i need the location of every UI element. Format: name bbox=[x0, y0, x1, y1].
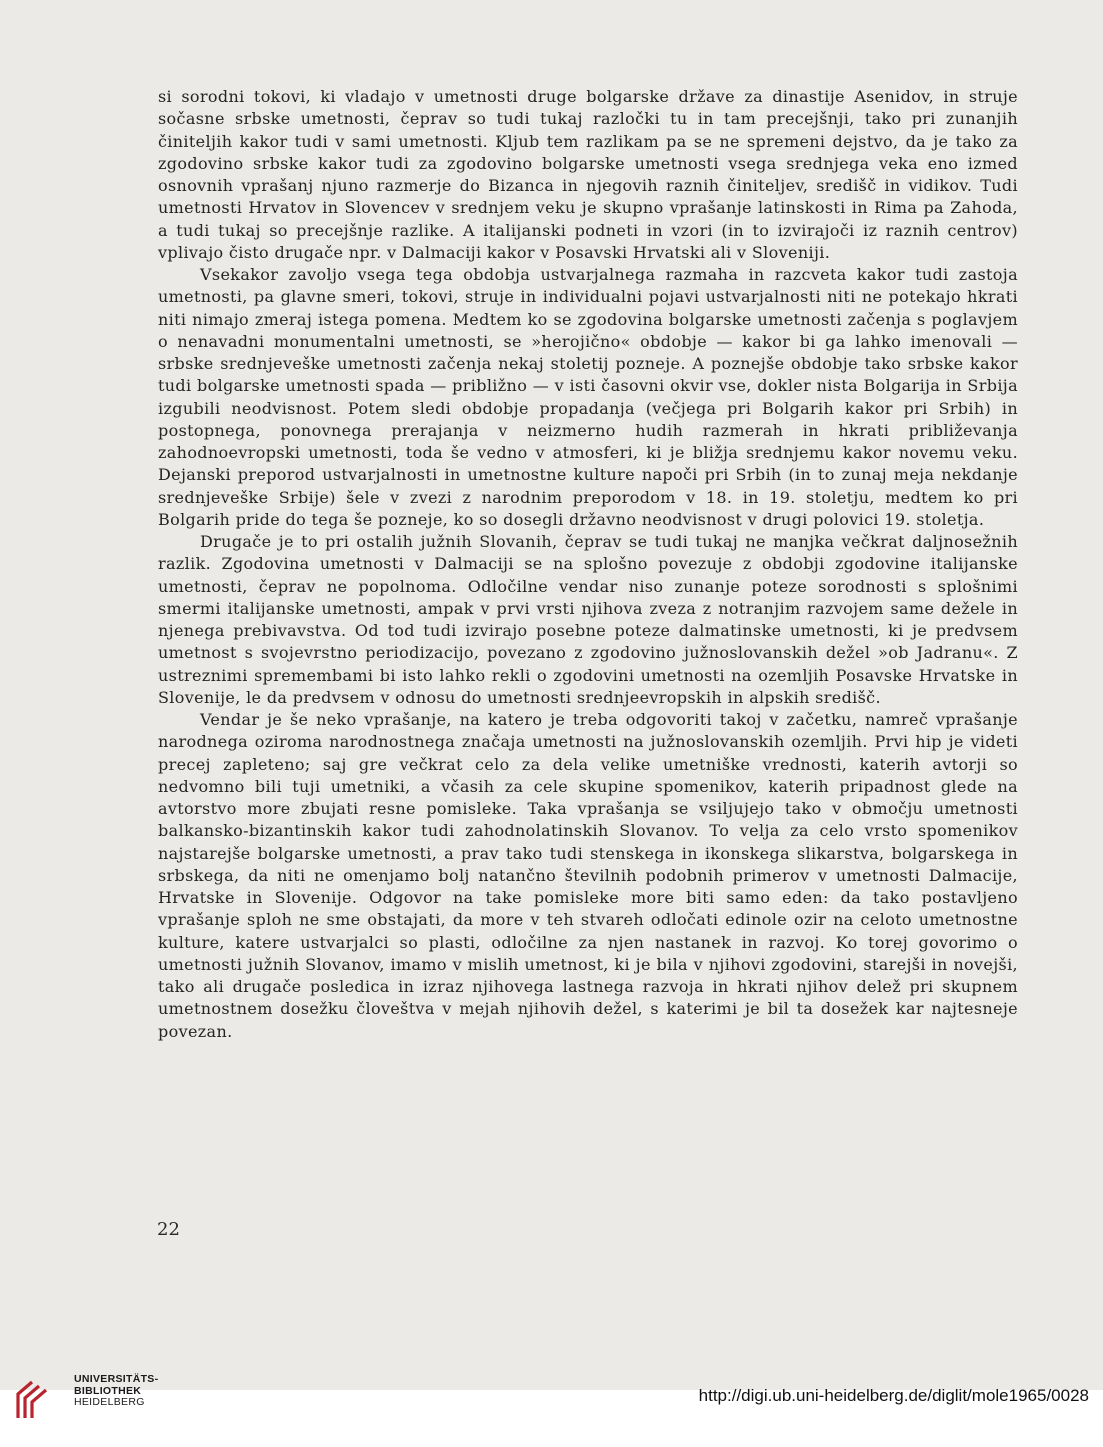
source-url-link[interactable]: http://digi.ub.uni-heidelberg.de/diglit/mole1965/0028 bbox=[698, 1386, 1089, 1405]
paragraph-2: Vsekakor zavoljo vsega tega obdobja ustvarjalnega razmaha in razcveta kakor tudi zastoja umetnosti, pa glavne smeri, tokovi, struje in individualni pojavi ustvarjalnosti niti ne potekajo hkrati niti nimajo zmeraj istega pomena. Medtem ko se zgodovina bolgarske umetnosti začenja s poglavjem o nenavadni monumentalni umetnosti, se »herojično« obdobje — kakor bi ga lahko imenovali — srbske srednjeveške umetnosti začenja nekaj stoletij pozneje. A poznejše obdobje tako srbske kakor tudi bolgarske umetnosti spada — približno — v isti časovni okvir vse, dokler nista Bolgarija in Srbija izgubili neodvisnost. Potem sledi obdobje propadanja (večjega pri Bolgarih kakor pri Srbih) in postopnega, ponovnega prerajanja v neizmerno hudih razmerah in hkrati približevanja zahodnoevropski umetnosti, toda še vedno v atmosferi, ki je bližja srednjemu kakor novemu veku. Dejanski preporod ustvarjalnosti in umetnostne kulture napoči pri Srbih (in to zunaj meja nekdanje srednjeveške Srbije) šele v zvezi z narodnim preporodom v 18. in 19. stoletju, medtem ko pri Bolgarih pride do tega še pozneje, ko so dosegli državno neodvisnost v drugi polovici 19. stoletja. bbox=[158, 265, 1018, 529]
body-text bbox=[158, 86, 1018, 1043]
paragraph-1: si sorodni tokovi, ki vladajo v umetnosti druge bolgarske države za dinastije Asenidov, in struje sočasne srbske umetnosti, čeprav so tudi tukaj razločki tu in tam precejšnji, tako pri zunanjih činiteljih kakor tudi v sami umetnosti. Kljub tem razlikam pa se ne spremeni dejstvo, da je tako za zgodovino srbske kakor tudi za zgodovino bolgarske umetnosti vsega srednjega veka eno izmed osnovnih vprašanj njuno razmerje do Bizanca in njegovih raznih činiteljev, središč in vidikov. Tudi umetnosti Hrvatov in Slovencev v srednjem veku je skupno vprašanje latinskosti in Rima pa Zahoda, a tudi tukaj so precejšnje razlike. A italijanski podneti in vzori (in to izvirajoči iz raznih centrov) vplivajo čisto drugače npr. v Dalmaciji kakor v Posavski Hrvatski ali v Sloveniji. bbox=[158, 87, 1018, 262]
paragraph-4: Vendar je še neko vprašanje, na katero je treba odgovoriti takoj v začetku, namreč vprašanje narodnega oziroma narodnostnega značaja umetnosti na južnoslovanskih ozemljih. Prvi hip je videti precej zapleteno; saj gre večkrat celo za dela velike umetniške vrednosti, katerih avtorji so nedvomno bili tuji umetniki, a včasih za cele skupine spomenikov, katerih pripadnost glede na avtorstvo more zbujati resne pomisleke. Taka vprašanja se vsiljujejo tako v območju umetnosti balkansko-bizantinskih kakor tudi zahodnolatinskih Slovanov. To velja za celo vrsto spomenikov najstarejše bolgarske umetnosti, a prav tako tudi stenskega in ikonskega slikarstva, bolgarskega in srbskega, da niti ne omenjamo bolj natančno številnih podobnih primerov v umetnosti Dalmacije, Hrvatske in Slovenije. Odgovor na take pomisleke more biti samo eden: da tako postavljeno vprašanje sploh ne sme obstajati, da more v teh stvareh odločati edinole ozir na celoto umetnostne kulture, katere ustvarjalci so plasti, odločilne za njen nastanek in razvoj. Ko torej govorimo o umetnosti južnih Slovanov, imamo v mislih umetnost, ki je bila v njihovi zgodovini, starejši in novejši, tako ali drugače posledica in izraz njihovega lastnega razvoja in hkrati njihov delež pri skupnem umetnostnem dosežku človeštva v mejah njihovih dežel, s katerimi je bil ta dosežek kar najtesneje povezan. bbox=[158, 710, 1018, 1041]
library-name bbox=[74, 1374, 158, 1409]
page-number: 22 bbox=[157, 1219, 180, 1240]
logo-line-1: UNIVERSITÄTS- bbox=[74, 1373, 159, 1385]
paragraph-3: Drugače je to pri ostalih južnih Slovanih, čeprav se tudi tukaj ne manjka večkrat daljnosežnih razlik. Zgodovina umetnosti v Dalmaciji se na splošno povezuje z obdobji zgodovine italijanske umetnosti, čeprav ne popolnoma. Odločilne vendar niso zunanje poteze sorodnosti s splošnimi smermi italijanske umetnosti, ampak v prvi vrsti njihova zveza z notranjim razvojem same dežele in njenega prebivavstva. Od tod tudi izvirajo posebne poteze dalmatinske umetnosti, ki je predvsem umetnost s svojevrstno periodizacijo, povezano z zgodovino južnoslovanskih dežel »ob Jadranu«. Z ustreznimi spremembami bi isto lahko rekli o zgodovini umetnosti na ozemljih Posavske Hrvatske in Slovenije, le da predvsem v odnosu do umetnosti srednjeevropskih in alpskih središč. bbox=[158, 532, 1018, 707]
logo-line-2: BIBLIOTHEK bbox=[74, 1384, 142, 1397]
library-logo[interactable] bbox=[12, 1373, 159, 1427]
footer-bar bbox=[0, 1373, 1103, 1447]
heidelberg-logo-icon bbox=[12, 1378, 56, 1422]
logo-line-3: HEIDELBERG bbox=[74, 1396, 145, 1408]
